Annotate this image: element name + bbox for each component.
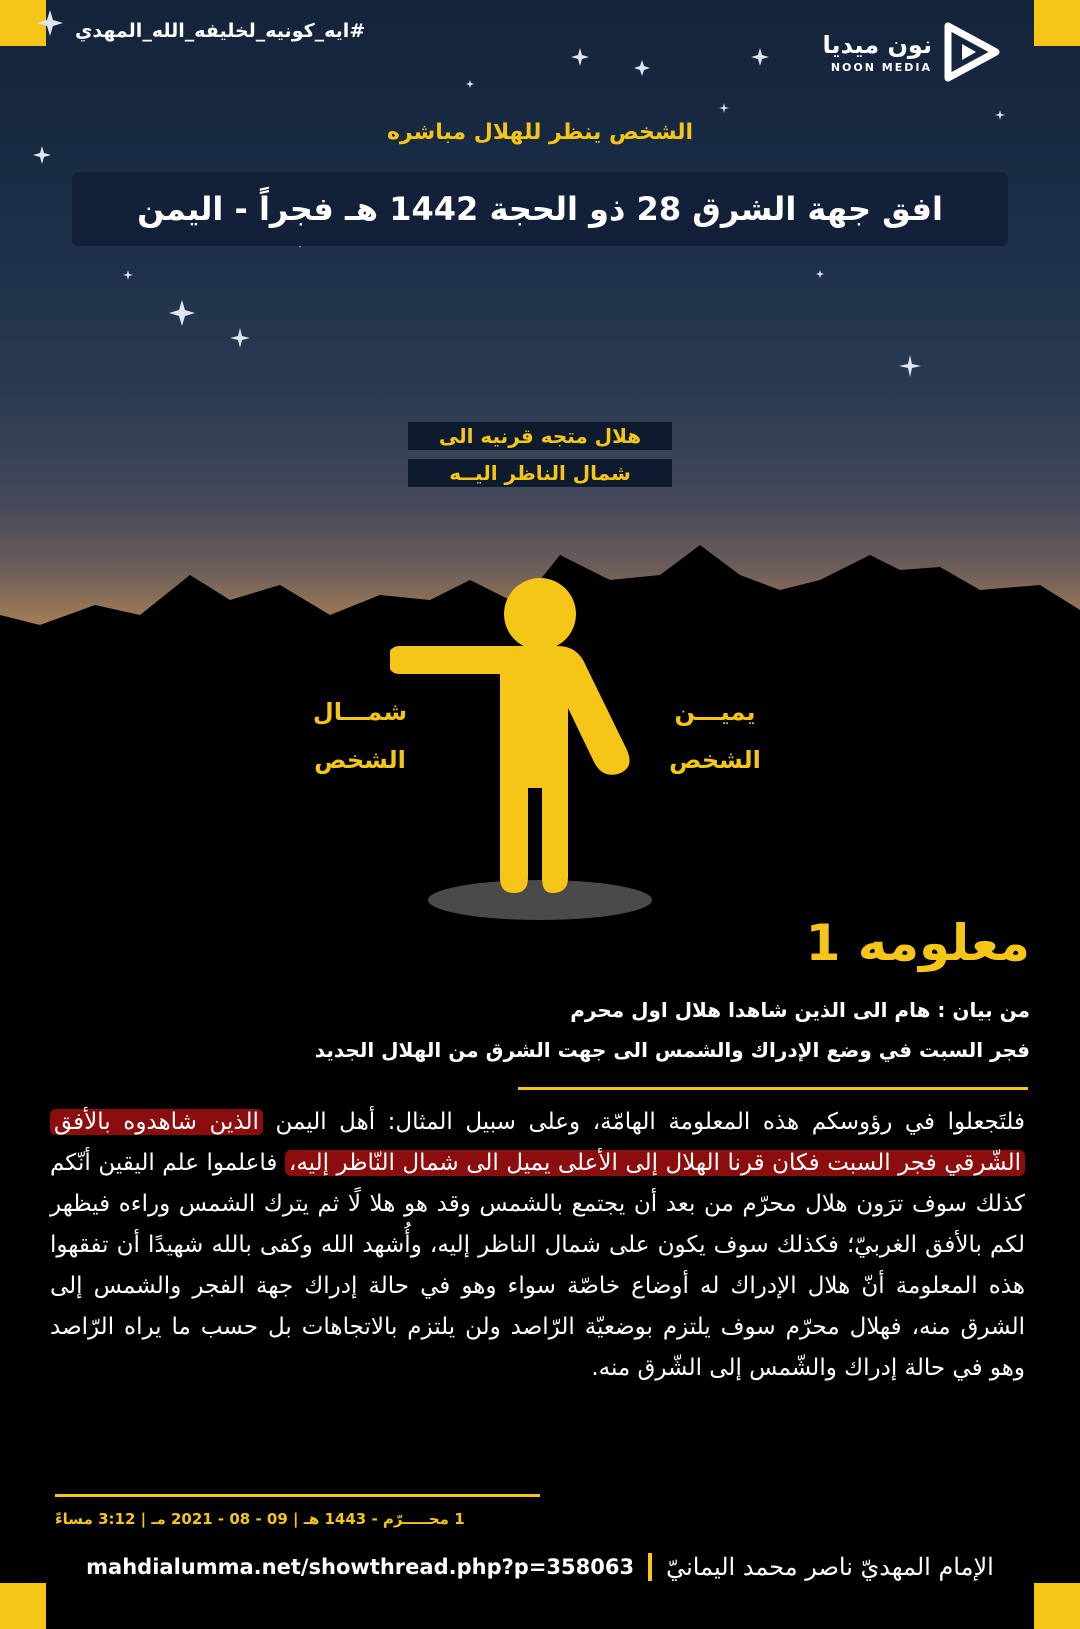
date-stamp: 1 محـــــرّم - 1443 هـ | 09 - 08 - 2021 مـ | 3:12 مساءً: [55, 1510, 465, 1528]
divider-top: [518, 1087, 1028, 1090]
corner-accent-bottom-right: [1034, 1583, 1080, 1629]
right-label-line2: الشخص: [669, 746, 761, 774]
corner-accent-bottom-left: [0, 1583, 46, 1629]
right-side-label: [645, 688, 785, 784]
info-line2: فجر السبت في وضع الإدراك والشمس الى جهت الشرق من الهلال الجديد: [314, 1038, 1030, 1062]
play-logo-icon: [944, 22, 1000, 82]
footer-signature: الإمام المهديّ ناصر محمد اليمانيّ: [666, 1553, 994, 1581]
body-text: [50, 1102, 1025, 1389]
right-label-line1: يميـــن: [674, 698, 756, 726]
info-lines: [50, 990, 1030, 1070]
subtitle: الشخص ينظر للهلال مباشره: [386, 120, 694, 145]
footer: [0, 1553, 1080, 1581]
footer-separator: [648, 1553, 652, 1581]
crescent-label-line2: شمال الناظر اليــه: [408, 459, 672, 487]
brand-name-en: NOON MEDIA: [830, 60, 932, 74]
footer-url: mahdialumma.net/showthread.php?p=358063: [86, 1555, 635, 1579]
brand-text: [823, 31, 932, 74]
body-part2: فاعلموا علم اليقين أنّكم كذلك سوف ترَون هلال محرّم من بعد أن يجتمع بالشمس وقد هو هلا لًا ثم يترك الشمس وراءه فيظهر لكم بالأفق الغربيّ؛ فكذلك سوف يكون على شمال الناظر إليه، وأُشهد الله وكفى بالله شهيدًا أن تفقهوا هذه المعلومة أنّ هلال الإدراك له أوضاع خاصّة سواء وهو في حالة إدراك جهة الفجر والشمس إلى الشرق منه، فهلال محرّم سوف يلتزم بوضعيّة الرّاصد ولن يلتزم بالاتجاهات بل حسب ما يراه الرّاصد وهو في حالة إدراك والشّمس إلى الشّرق منه.: [50, 1150, 1025, 1381]
page-title: افق جهة الشرق 28 ذو الحجة 1442 هـ فجراً - اليمن: [137, 190, 943, 228]
divider-bottom: [55, 1494, 540, 1497]
left-label-line2: الشخص: [314, 746, 406, 774]
crescent-moon-icon: [440, 258, 640, 398]
body-highlight: الذين شاهدوه بالأفق الشّرقي فجر السبت فكان قرنا الهلال إلى الأعلى يميل الى شمال النّاظر إليه،: [50, 1109, 1025, 1176]
left-side-label: [290, 688, 430, 784]
hashtag: #ايه_كونيه_لخليفه_الله_المهدي: [75, 20, 366, 42]
brand-logo: [823, 22, 1000, 82]
body-part1: فلتَجعلوا في رؤوسكم هذه المعلومة الهامّة، وعلى سبيل المثال: أهل اليمن: [262, 1109, 1025, 1135]
brand-name-ar: نون ميديا: [822, 30, 932, 59]
title-box: [72, 172, 1008, 246]
info-line1: من بيان : هام الى الذين شاهدا هلال اول محرم: [570, 998, 1030, 1022]
left-label-line1: شمـــال: [312, 698, 408, 726]
info-title: معلومه 1: [805, 914, 1030, 972]
crescent-label-line1: هلال متجه قرنيه الى: [408, 422, 672, 450]
